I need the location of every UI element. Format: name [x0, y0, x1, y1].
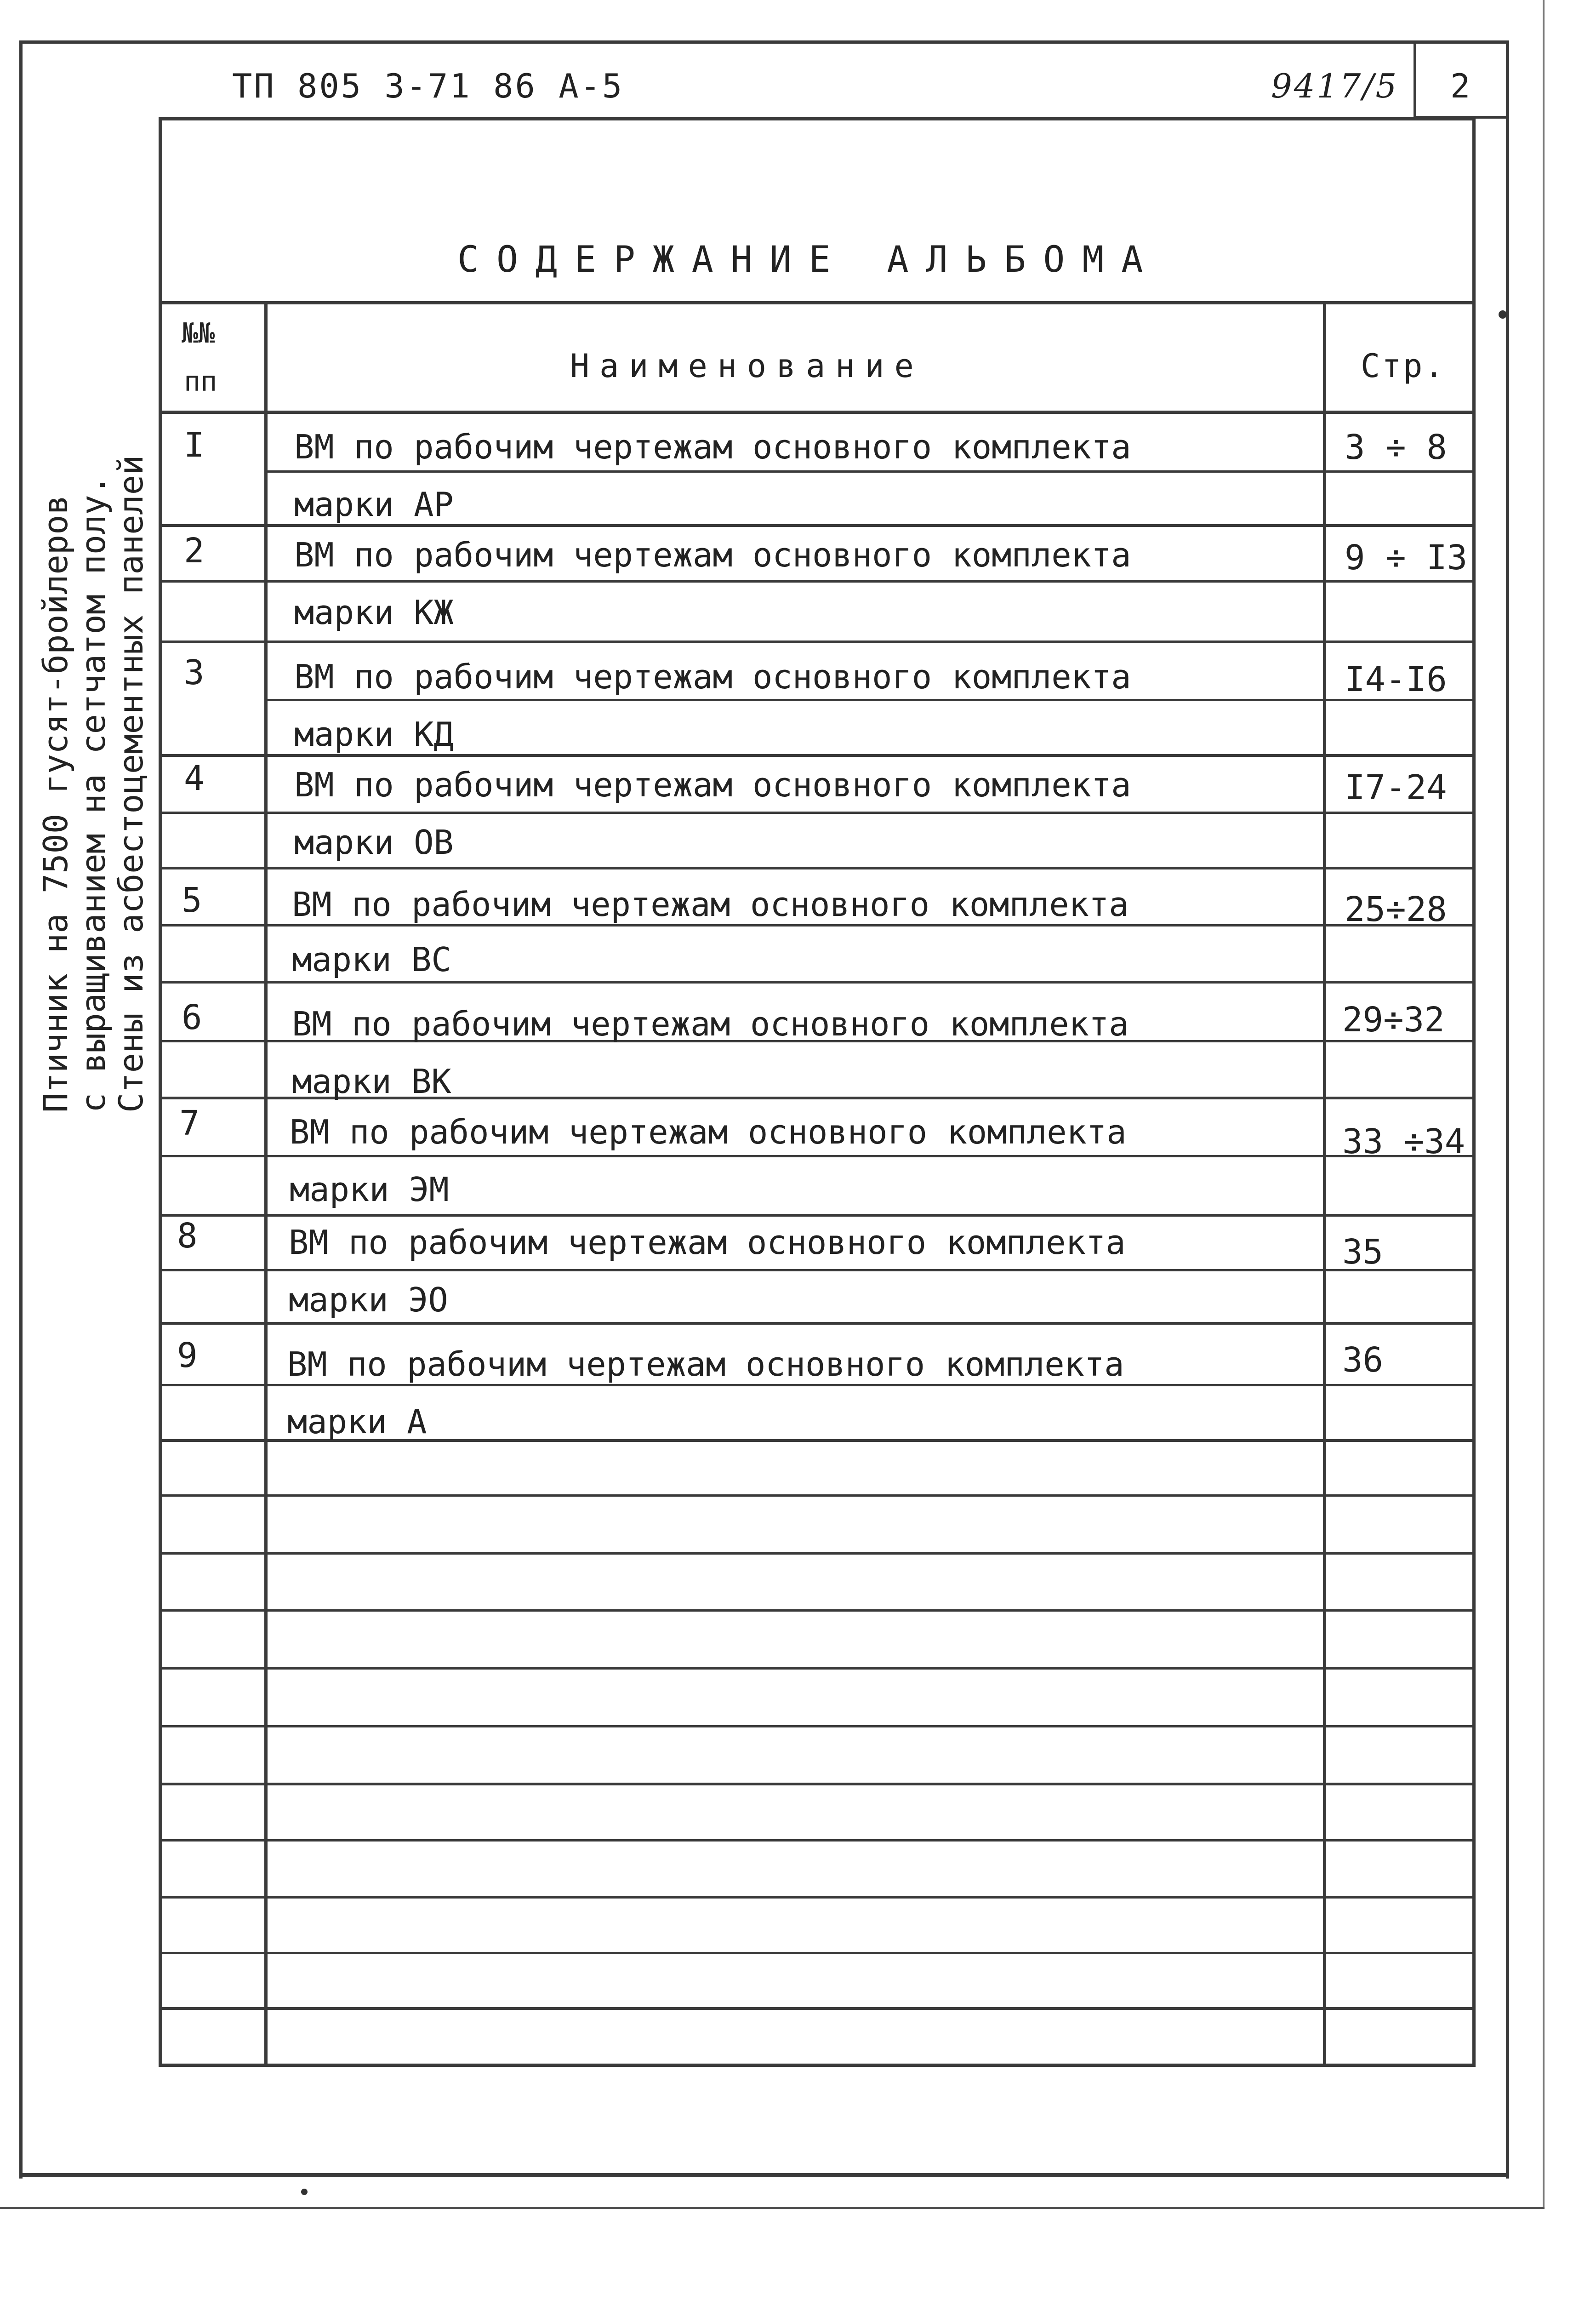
- row-line: [159, 1269, 1476, 1271]
- frame-left: [19, 40, 23, 2179]
- page-edge-right: [1543, 0, 1545, 2207]
- row-line: [159, 1725, 1476, 1727]
- document-code: ТП 805 3-71 86 А-5: [232, 67, 624, 105]
- frame-right: [1506, 40, 1509, 2179]
- table-col-divider-1: [264, 303, 268, 2067]
- row-pages: I4-I6: [1345, 660, 1447, 699]
- row-line: [159, 2007, 1476, 2010]
- side-caption: [37, 455, 150, 1113]
- inventory-number: 9417/5: [1271, 67, 1399, 105]
- table-top: [159, 301, 1476, 304]
- row-line: [264, 699, 1476, 701]
- row-pages: 29÷32: [1342, 1000, 1445, 1040]
- col-num-header-2: пп: [184, 366, 217, 398]
- row-name-line1: ВМ по рабочим чертежам основного комплекта: [294, 428, 1131, 466]
- row-line: [159, 867, 1476, 869]
- row-line: [159, 1896, 1476, 1899]
- row-name-line1: ВМ по рабочим чертежам основного комплекта: [292, 1005, 1129, 1043]
- row-number: I: [184, 425, 205, 465]
- table-header-bottom: [159, 411, 1476, 414]
- inner-frame-left: [159, 117, 162, 2067]
- row-name-line2: марки ОВ: [294, 823, 454, 862]
- row-name-line2: марки ЭО: [289, 1281, 448, 1319]
- row-line: [159, 924, 1476, 926]
- row-line: [159, 1384, 1476, 1386]
- row-name-line1: ВМ по рабочим чертежам основного комплекта: [294, 658, 1131, 696]
- row-pages: 36: [1342, 1340, 1384, 1380]
- row-name-line2: марки ВС: [292, 940, 451, 979]
- row-name-line2: марки КЖ: [294, 593, 454, 632]
- row-number: 4: [184, 759, 205, 798]
- row-line: [159, 1952, 1476, 1954]
- inner-frame-right: [1472, 117, 1476, 2067]
- row-number: 7: [179, 1104, 200, 1143]
- frame-bottom: [19, 2173, 1509, 2177]
- row-number: 5: [182, 881, 202, 920]
- row-number: 6: [182, 998, 202, 1037]
- row-pages: 33 ÷34: [1342, 1122, 1465, 1161]
- row-line: [159, 1839, 1476, 1841]
- row-name-line2: марки ВК: [292, 1062, 451, 1101]
- row-line: [159, 754, 1476, 757]
- row-number: 9: [177, 1336, 198, 1375]
- row-name-line1: ВМ по рабочим чертежам основного комплекта: [294, 766, 1131, 804]
- row-name-line2: марки А: [287, 1402, 427, 1441]
- row-name-line1: ВМ по рабочим чертежам основного комплекта: [294, 536, 1131, 574]
- row-number: 8: [177, 1216, 198, 1256]
- row-line: [159, 1494, 1476, 1497]
- side-caption-line1: Птичник на 7500 гусят-бройлеров: [36, 495, 75, 1113]
- row-name-line2: марки АР: [294, 485, 454, 524]
- row-number: 2: [184, 531, 205, 571]
- album-title: СОДЕРЖАНИЕ АЛЬБОМА: [457, 239, 1161, 280]
- row-line: [159, 981, 1476, 984]
- row-line: [159, 580, 1476, 583]
- side-caption-line3: Стены из асбестоцементных панелей: [112, 455, 150, 1113]
- row-pages: 3 ÷ 8: [1345, 428, 1447, 467]
- col-name-header: Наименование: [570, 347, 924, 385]
- table-col-divider-2: [1323, 303, 1326, 2067]
- row-line: [159, 1214, 1476, 1217]
- row-line: [264, 470, 1476, 473]
- row-pages: 35: [1342, 1232, 1384, 1272]
- row-line: [159, 1552, 1476, 1555]
- row-line: [159, 641, 1476, 643]
- scan-speck: [301, 2189, 308, 2195]
- row-name-line1: ВМ по рабочим чертежам основного комплекта: [287, 1345, 1124, 1384]
- row-line: [159, 524, 1476, 527]
- row-line: [159, 1783, 1476, 1785]
- row-pages: 25÷28: [1345, 890, 1447, 929]
- row-name-line2: марки КД: [294, 715, 454, 754]
- row-line: [159, 1322, 1476, 1325]
- side-caption-line2: с выращиванием на сетчатом полу.: [74, 475, 113, 1113]
- page-edge-bottom: [0, 2207, 1545, 2209]
- inner-frame-bottom: [159, 2064, 1476, 2067]
- scan-speck: [1499, 310, 1507, 319]
- row-line: [159, 1155, 1476, 1157]
- inner-frame-top: [159, 117, 1476, 120]
- sheet-number: 2: [1450, 67, 1472, 105]
- sheet-box-divider: [1414, 40, 1416, 119]
- frame-top: [19, 40, 1509, 44]
- row-line: [159, 1667, 1476, 1670]
- col-num-header-1: №№: [182, 317, 215, 349]
- row-name-line1: ВМ по рабочим чертежам основного комплекта: [292, 885, 1129, 924]
- row-pages: I7-24: [1345, 768, 1447, 807]
- row-line: [159, 812, 1476, 814]
- row-pages: 9 ÷ I3: [1345, 538, 1468, 578]
- col-pages-header: Стр.: [1361, 347, 1446, 385]
- row-name-line1: ВМ по рабочим чертежам основного комплекта: [290, 1113, 1127, 1151]
- row-name-line1: ВМ по рабочим чертежам основного комплекта: [289, 1223, 1126, 1262]
- row-number: 3: [184, 653, 205, 692]
- row-name-line2: марки ЭМ: [290, 1170, 449, 1209]
- row-line: [159, 1609, 1476, 1612]
